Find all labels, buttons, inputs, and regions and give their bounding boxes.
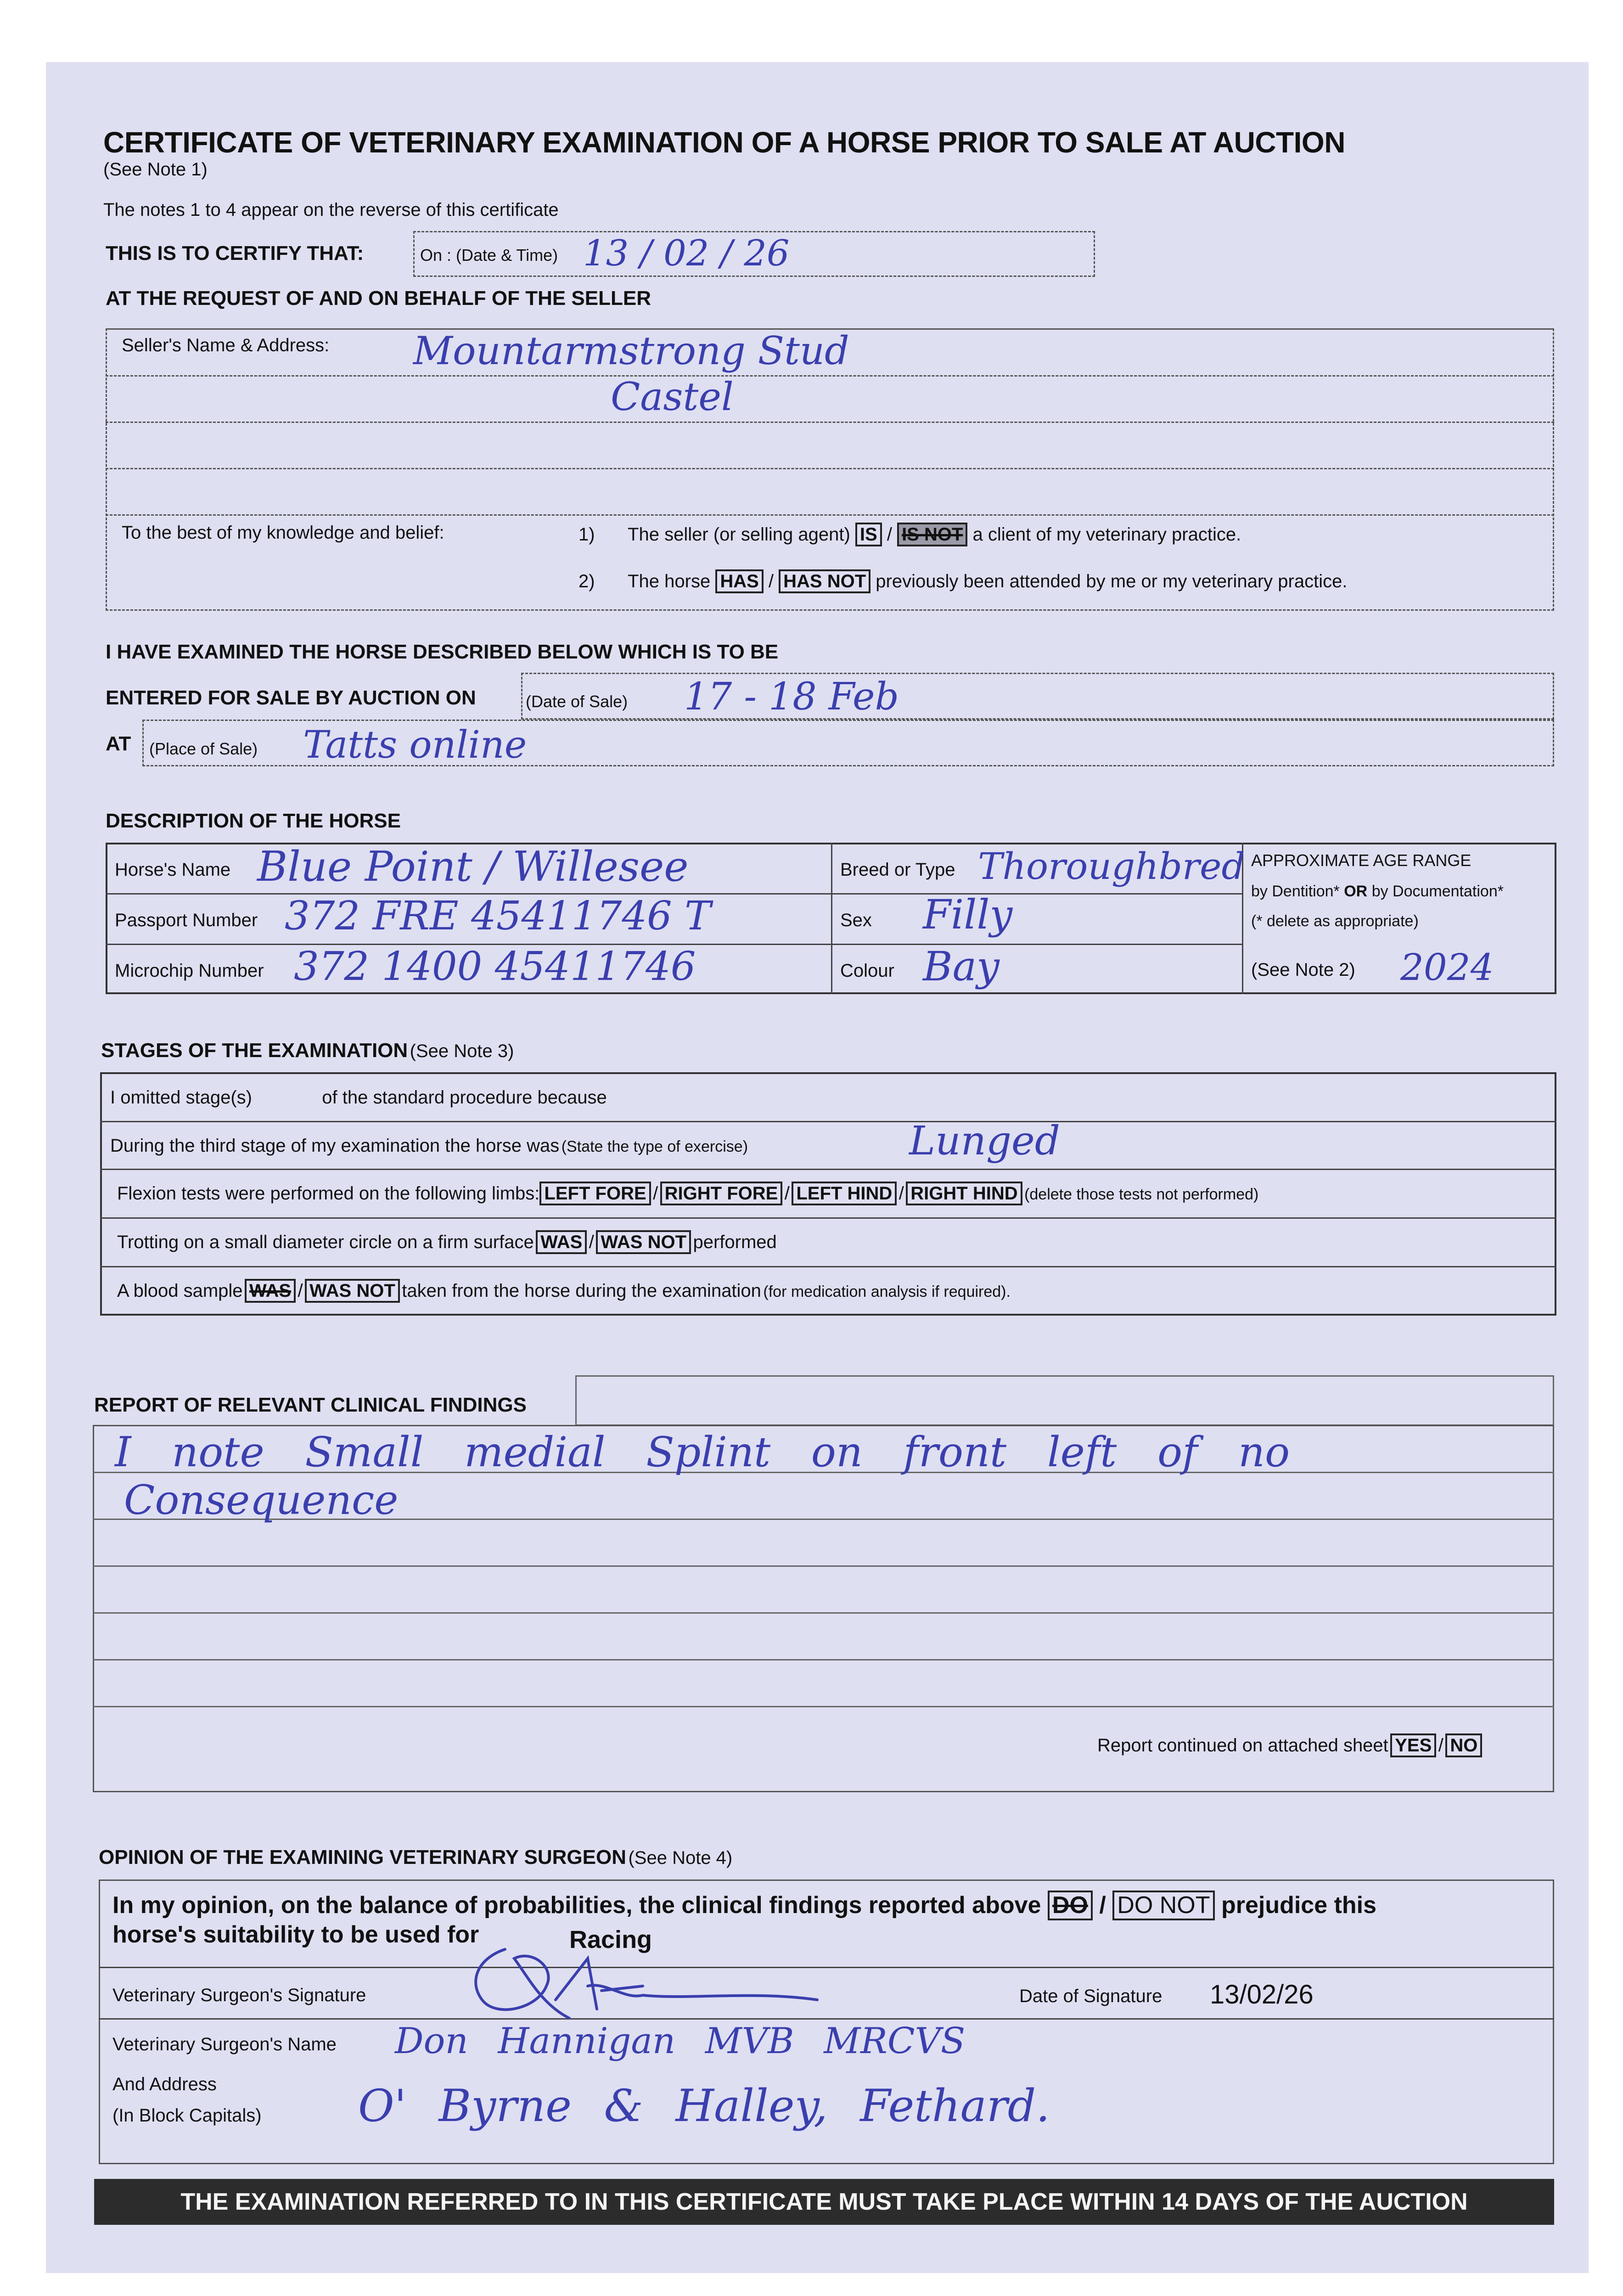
is-option[interactable]: IS (855, 523, 882, 546)
separator: / (899, 1183, 904, 1204)
separator: / (784, 1183, 790, 1204)
left-fore-option[interactable]: LEFT FORE (539, 1182, 651, 1205)
flexion-delete-note: (delete those tests not performed) (1024, 1186, 1259, 1203)
certificate-title: CERTIFICATE OF VETERINARY EXAMINATION OF A HORSE PRIOR TO SALE AT AUCTION (103, 126, 1345, 159)
statement-attended (578, 569, 1347, 593)
opinion-text: In my opinion, on the balance of probabilities, the clinical findings reported above (112, 1892, 1041, 1919)
seller-address-value: Castel (611, 374, 734, 419)
examined-heading: I HAVE EXAMINED THE HORSE DESCRIBED BELOW WHICH IS TO BE (106, 641, 779, 663)
seller-name-label: Seller's Name & Address: (122, 335, 330, 355)
report-heading: REPORT OF RELEVANT CLINICAL FINDINGS (94, 1394, 527, 1416)
flexion-row (117, 1182, 1258, 1205)
omitted-stages-row (110, 1087, 607, 1108)
see-note-1: (See Note 1) (103, 159, 208, 180)
third-stage-row (110, 1136, 748, 1156)
third-stage-hint: (State the type of exercise) (561, 1138, 748, 1155)
blood-sample-note: (for medication analysis if required). (763, 1283, 1011, 1300)
address-label: And Address (112, 2074, 217, 2094)
statement-2-text: The horse (628, 571, 711, 591)
seller-name-value: Mountarmstrong Stud (413, 328, 849, 373)
trotting-row (117, 1230, 777, 1254)
right-hind-option[interactable]: RIGHT HIND (906, 1182, 1022, 1205)
age-see-note: (See Note 2) (1251, 960, 1355, 980)
age-value: 2024 (1400, 946, 1494, 989)
vet-name-label: Veterinary Surgeon's Name (112, 2034, 337, 2054)
suitability-text: horse's suitability to be used for (112, 1921, 479, 1948)
blood-was-option-struck[interactable]: WAS (245, 1279, 296, 1303)
opinion-text-tail: prejudice this (1221, 1892, 1377, 1919)
separator: / (887, 524, 892, 545)
age-or: OR (1344, 883, 1368, 900)
passport-label: Passport Number (115, 910, 258, 930)
report-heading-box (575, 1375, 1554, 1426)
horse-name-label: Horse's Name (115, 860, 231, 880)
breed-value: Thoroughbred (978, 845, 1245, 888)
exam-date-value: 13 / 02 / 26 (583, 233, 790, 274)
auction-heading: ENTERED FOR SALE BY AUCTION ON (106, 687, 476, 709)
statement-2-tail: previously been attended by me or my veterinary practice. (876, 571, 1348, 591)
statement-1-tail: a client of my veterinary practice. (972, 524, 1241, 545)
signature-date-label: Date of Signature (1019, 1986, 1162, 2006)
opinion-heading (99, 1846, 732, 1869)
exam-date-label: On : (Date & Time) (420, 246, 558, 264)
blood-sample-row (117, 1279, 1011, 1303)
has-option[interactable]: HAS (715, 569, 763, 593)
opinion-title: OPINION OF THE EXAMINING VETERINARY SURGEON (99, 1846, 627, 1868)
blood-sample-tail: taken from the horse during the examination (402, 1281, 761, 1301)
horse-name-value: Blue Point / Willesee (257, 843, 689, 891)
description-heading: DESCRIPTION OF THE HORSE (106, 810, 401, 832)
trot-was-not-option[interactable]: WAS NOT (596, 1230, 691, 1254)
statement-1-text: The seller (or selling agent) (628, 524, 850, 545)
age-delete-note: (* delete as appropriate) (1251, 912, 1419, 930)
sale-place-value: Tatts online (303, 723, 527, 767)
age-by-documentation: by Documentation* (1371, 883, 1504, 900)
omitted-reason-text: of the standard procedure because (322, 1087, 607, 1108)
separator: / (1438, 1735, 1443, 1756)
knowledge-label: To the best of my knowledge and belief: (122, 523, 444, 543)
signature-date-value: 13/02/26 (1210, 1980, 1314, 2009)
statement-client (578, 523, 1241, 546)
vet-name-value: Don Hannigan MVB MRCVS (395, 2020, 966, 2062)
exercise-type-value: Lunged (909, 1118, 1060, 1164)
age-range-title: APPROXIMATE AGE RANGE (1251, 851, 1471, 870)
separator: / (768, 571, 774, 591)
vet-signature (450, 1931, 826, 2032)
passport-value: 372 FRE 45411746 T (285, 893, 711, 939)
separator: / (653, 1183, 658, 1204)
certificate-sheet (46, 62, 1589, 2273)
certify-label: THIS IS TO CERTIFY THAT: (106, 242, 364, 264)
opinion-statement (112, 1891, 1376, 1920)
sale-date-field[interactable] (521, 673, 1554, 720)
microchip-value: 372 1400 45411746 (294, 944, 696, 990)
colour-label: Colour (840, 961, 894, 981)
address-block-capitals: (In Block Capitals) (112, 2105, 262, 2126)
stages-note: (See Note 3) (410, 1041, 514, 1061)
age-method (1251, 883, 1504, 900)
at-label: AT (106, 732, 131, 755)
microchip-label: Microchip Number (115, 961, 264, 981)
sale-date-label: (Date of Sale) (526, 692, 628, 711)
stages-heading (101, 1039, 514, 1062)
report-line-2: Consequence (124, 1476, 399, 1524)
signature-label: Veterinary Surgeon's Signature (112, 1985, 366, 2005)
statement-2-number: 2) (578, 571, 595, 591)
opinion-note: (See Note 4) (628, 1848, 733, 1868)
is-not-option-struck[interactable]: IS NOT (897, 523, 967, 546)
continued-no-option[interactable]: NO (1445, 1733, 1482, 1757)
blood-was-not-option[interactable]: WAS NOT (305, 1279, 400, 1303)
colour-value: Bay (923, 943, 1000, 990)
stages-title: STAGES OF THE EXAMINATION (101, 1039, 408, 1062)
intended-use-value: Racing (569, 1926, 652, 1953)
trot-was-option[interactable]: WAS (536, 1230, 587, 1254)
separator: / (298, 1281, 303, 1301)
seller-request-heading: AT THE REQUEST OF AND ON BEHALF OF THE SELLER (106, 287, 651, 310)
sex-value: Filly (923, 891, 1013, 938)
omitted-stages-text: I omitted stage(s) (110, 1087, 253, 1108)
trotting-text: Trotting on a small diameter circle on a firm surface (117, 1232, 534, 1252)
left-hind-option[interactable]: LEFT HIND (792, 1182, 897, 1205)
report-line-1: I note Small medial Splint on front left of no (115, 1428, 1290, 1476)
has-not-option[interactable]: HAS NOT (779, 569, 870, 593)
vet-address-value: O' Byrne & Halley, Fethard. (358, 2080, 1050, 2132)
continued-yes-option[interactable]: YES (1390, 1733, 1436, 1757)
do-option-struck[interactable]: DO (1048, 1891, 1093, 1920)
flexion-text: Flexion tests were performed on the following limbs: (117, 1183, 540, 1204)
sex-label: Sex (840, 910, 872, 930)
statement-1-number: 1) (578, 524, 595, 545)
trotting-tail: performed (693, 1232, 777, 1252)
footer-banner: THE EXAMINATION REFERRED TO IN THIS CERTIFICATE MUST TAKE PLACE WITHIN 14 DAYS OF THE AUCTION (94, 2179, 1554, 2225)
third-stage-text: During the third stage of my examination the horse was (110, 1136, 560, 1156)
sale-date-value: 17 - 18 Feb (684, 675, 899, 719)
sale-place-label: (Place of Sale) (149, 739, 258, 758)
separator: / (1099, 1892, 1106, 1919)
separator: / (589, 1232, 594, 1252)
blood-sample-text: A blood sample (117, 1281, 243, 1301)
right-fore-option[interactable]: RIGHT FORE (660, 1182, 783, 1205)
breed-label: Breed or Type (840, 860, 955, 880)
age-by-dentition: by Dentition* (1251, 883, 1340, 900)
notes-line: The notes 1 to 4 appear on the reverse of this certificate (103, 200, 559, 220)
do-not-option[interactable]: DO NOT (1112, 1891, 1214, 1920)
report-continued-row (1097, 1733, 1482, 1757)
report-continued-text: Report continued on attached sheet (1097, 1735, 1388, 1756)
